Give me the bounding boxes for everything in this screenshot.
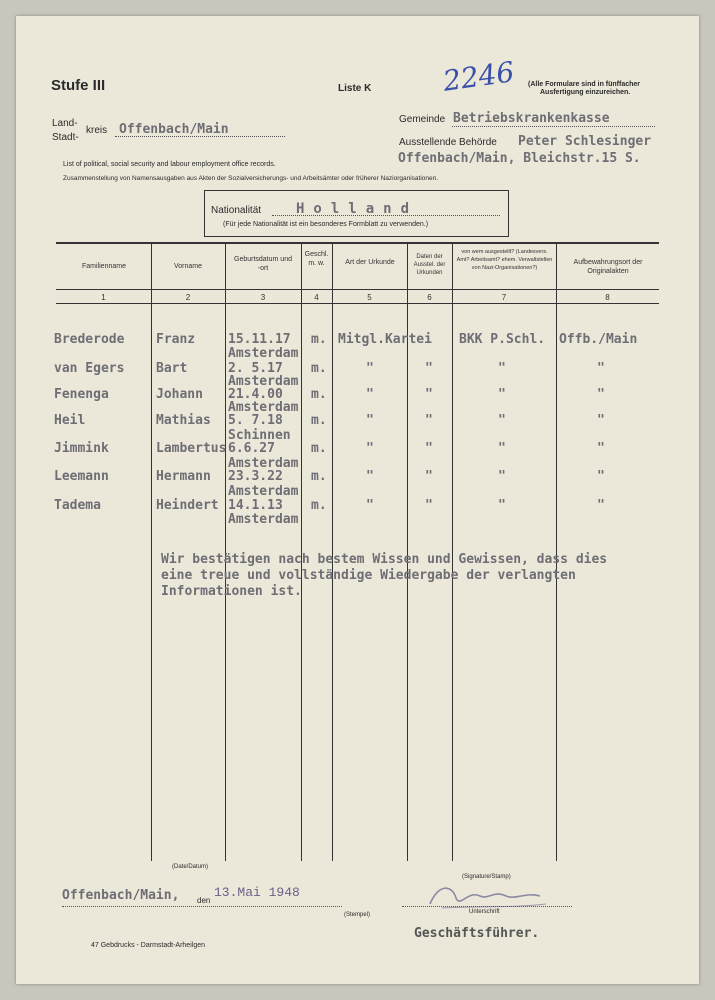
- behoerde-address: Offenbach/Main, Bleichstr.15 S.: [398, 151, 641, 166]
- column-number: 8: [605, 293, 610, 302]
- cell-surname: Jimmink: [54, 441, 109, 456]
- cell-firstname: Bart: [156, 361, 188, 376]
- table-header-rule: [56, 289, 659, 290]
- cell-aufbewahrung: ": [597, 387, 605, 402]
- cell-von: ": [498, 469, 506, 484]
- cell-daten: ": [425, 469, 433, 484]
- kreis-line: [115, 136, 285, 137]
- cell-von: BKK P.Schl.: [459, 332, 546, 347]
- subtitle-german: Zusammenstellung von Namensausgaben aus Akten der Sozialversicherungs- und Arbeitsämter oder früherer Naziorganisationen.: [63, 175, 439, 182]
- cell-birthdate: 2. 5.17: [228, 361, 283, 376]
- cell-aufbewahrung: Offb./Main: [559, 332, 638, 347]
- cell-birthplace: Schinnen: [228, 428, 291, 443]
- behoerde-value: Peter Schlesinger: [518, 134, 652, 149]
- cell-surname: van Egers: [54, 361, 125, 376]
- cell-aufbewahrung: ": [597, 441, 605, 456]
- cell-birthdate: 5. 7.18: [228, 413, 283, 428]
- behoerde-label: Ausstellende Behörde: [399, 137, 497, 148]
- cell-birthplace: Amsterdam: [228, 400, 299, 415]
- signature-line: [402, 906, 572, 907]
- date-stamp: 13.Mai 1948: [214, 885, 300, 900]
- table-row: [0, 361, 715, 387]
- table-row: [0, 332, 715, 358]
- gemeinde-line: [452, 126, 655, 127]
- handwritten-number: 2246: [441, 55, 517, 98]
- cell-art: Mitgl.Kartei: [338, 332, 432, 347]
- form-note-2: Ausfertigung einzureichen.: [540, 89, 631, 96]
- unterschrift-label: Unterschrift: [469, 909, 500, 915]
- cell-von: ": [498, 387, 506, 402]
- table-row: [0, 413, 715, 439]
- cell-firstname: Lambertus: [156, 441, 227, 456]
- table-number-rule: [56, 303, 659, 304]
- cell-von: ": [498, 361, 506, 376]
- den-label: den: [197, 896, 211, 905]
- header-aufbewahrungsort: Aufbewahrungsort der Originalakten: [573, 259, 643, 275]
- nationality-value: Holland: [296, 201, 419, 217]
- gemeinde-label: Gemeinde: [399, 114, 446, 125]
- cell-birthplace: Amsterdam: [228, 374, 299, 389]
- cell-aufbewahrung: ": [597, 469, 605, 484]
- cell-von: ": [498, 498, 506, 513]
- signature-label: (Signature/Stamp): [462, 874, 511, 880]
- cell-sex: m.: [311, 361, 327, 376]
- date-label: (Date/Datum): [172, 864, 209, 870]
- cell-birthplace: Amsterdam: [228, 346, 299, 361]
- cell-daten: ": [425, 498, 433, 513]
- cell-art: ": [366, 413, 374, 428]
- cell-sex: m.: [311, 387, 327, 402]
- table-row: [0, 498, 715, 524]
- declaration-line: eine treue und vollständige Wiedergabe der verlangten: [161, 568, 576, 583]
- header-von-wem: von wem ausgestellt? (Landesvers. Amt? Arbeitsamt? ehem. Verwaltstellen von Nazi-Organisationen?): [456, 249, 553, 271]
- cell-sex: m.: [311, 498, 327, 513]
- header-geburtsdatum: Geburtsdatum und -ort: [234, 256, 292, 272]
- cell-aufbewahrung: ": [597, 413, 605, 428]
- cell-aufbewahrung: ": [597, 498, 605, 513]
- role-value: Geschäftsführer.: [414, 926, 540, 941]
- header-daten: Daten der Ausstel. der Urkunden: [413, 254, 446, 276]
- gemeinde-value: Betriebskrankenkasse: [453, 111, 610, 126]
- printer-note: 47 Gebdrucks - Darmstadt-Arheilgen: [91, 942, 205, 949]
- cell-firstname: Johann: [156, 387, 203, 402]
- cell-birthdate: 14.1.13: [228, 498, 283, 513]
- cell-art: ": [366, 387, 374, 402]
- cell-birthdate: 23.3.22: [228, 469, 283, 484]
- column-number: 2: [185, 293, 191, 302]
- stufe-label: Stufe III: [51, 77, 106, 94]
- cell-firstname: Heindert: [156, 498, 219, 513]
- column-number: 5: [367, 293, 372, 302]
- header-geschlecht: Geschl. m. w.: [304, 251, 329, 267]
- cell-art: ": [366, 441, 374, 456]
- cell-birthplace: Amsterdam: [228, 484, 299, 499]
- stempel-label: (Stempel): [344, 912, 371, 918]
- cell-sex: m.: [311, 332, 327, 347]
- table-row: [0, 441, 715, 467]
- cell-birthplace: Amsterdam: [228, 512, 299, 527]
- declaration-line: Informationen ist.: [161, 584, 302, 599]
- kreis-value: Offenbach/Main: [119, 122, 229, 137]
- column-number: 1: [101, 293, 106, 302]
- cell-firstname: Hermann: [156, 469, 211, 484]
- cell-sex: m.: [311, 469, 327, 484]
- column-number: 4: [314, 293, 319, 302]
- column-number: 7: [501, 293, 507, 302]
- subtitle-english: List of political, social security and labour employment office records.: [63, 161, 276, 168]
- table-row: [0, 387, 715, 413]
- cell-surname: Heil: [54, 413, 86, 428]
- cell-daten: ": [425, 361, 433, 376]
- cell-surname: Leemann: [54, 469, 109, 484]
- nationality-label: Nationalität: [211, 205, 262, 216]
- place-value: Offenbach/Main,: [62, 888, 180, 903]
- cell-birthplace: Amsterdam: [228, 456, 299, 471]
- column-number: 6: [427, 293, 432, 302]
- stadt-label: Stadt-: [52, 132, 79, 143]
- cell-birthdate: 15.11.17: [228, 332, 291, 347]
- nationality-note: (Für jede Nationalität ist ein besonderes Formblatt zu verwenden.): [223, 221, 429, 228]
- nationality-line: [272, 215, 500, 216]
- cell-art: ": [366, 498, 374, 513]
- cell-von: ": [498, 413, 506, 428]
- cell-art: ": [366, 361, 374, 376]
- cell-von: ": [498, 441, 506, 456]
- header-art-der-urkunde: Art der Urkunde: [345, 259, 395, 266]
- land-label: Land-: [52, 118, 78, 129]
- cell-daten: ": [425, 441, 433, 456]
- cell-firstname: Mathias: [156, 413, 211, 428]
- cell-sex: m.: [311, 413, 327, 428]
- header-familienname: Familienname: [82, 263, 126, 270]
- liste-label: Liste K: [338, 83, 372, 94]
- cell-daten: ": [425, 387, 433, 402]
- cell-surname: Brederode: [54, 332, 125, 347]
- column-number: 3: [260, 293, 266, 302]
- cell-surname: Tadema: [54, 498, 101, 513]
- form-note-1: (Alle Formulare sind in fünffacher: [528, 81, 641, 88]
- cell-firstname: Franz: [156, 332, 196, 347]
- header-vorname: Vorname: [173, 263, 203, 270]
- cell-birthdate: 6.6.27: [228, 441, 275, 456]
- cell-surname: Fenenga: [54, 387, 109, 402]
- cell-aufbewahrung: ": [597, 361, 605, 376]
- cell-birthdate: 21.4.00: [228, 387, 283, 402]
- declaration-line: Wir bestätigen nach bestem Wissen und Gewissen, dass dies: [161, 552, 608, 567]
- date-line: [62, 906, 342, 907]
- cell-art: ": [366, 469, 374, 484]
- cell-daten: ": [425, 413, 433, 428]
- kreis-label: kreis: [86, 125, 108, 136]
- table-top-rule: [56, 242, 659, 244]
- table-row: [0, 469, 715, 495]
- cell-sex: m.: [311, 441, 327, 456]
